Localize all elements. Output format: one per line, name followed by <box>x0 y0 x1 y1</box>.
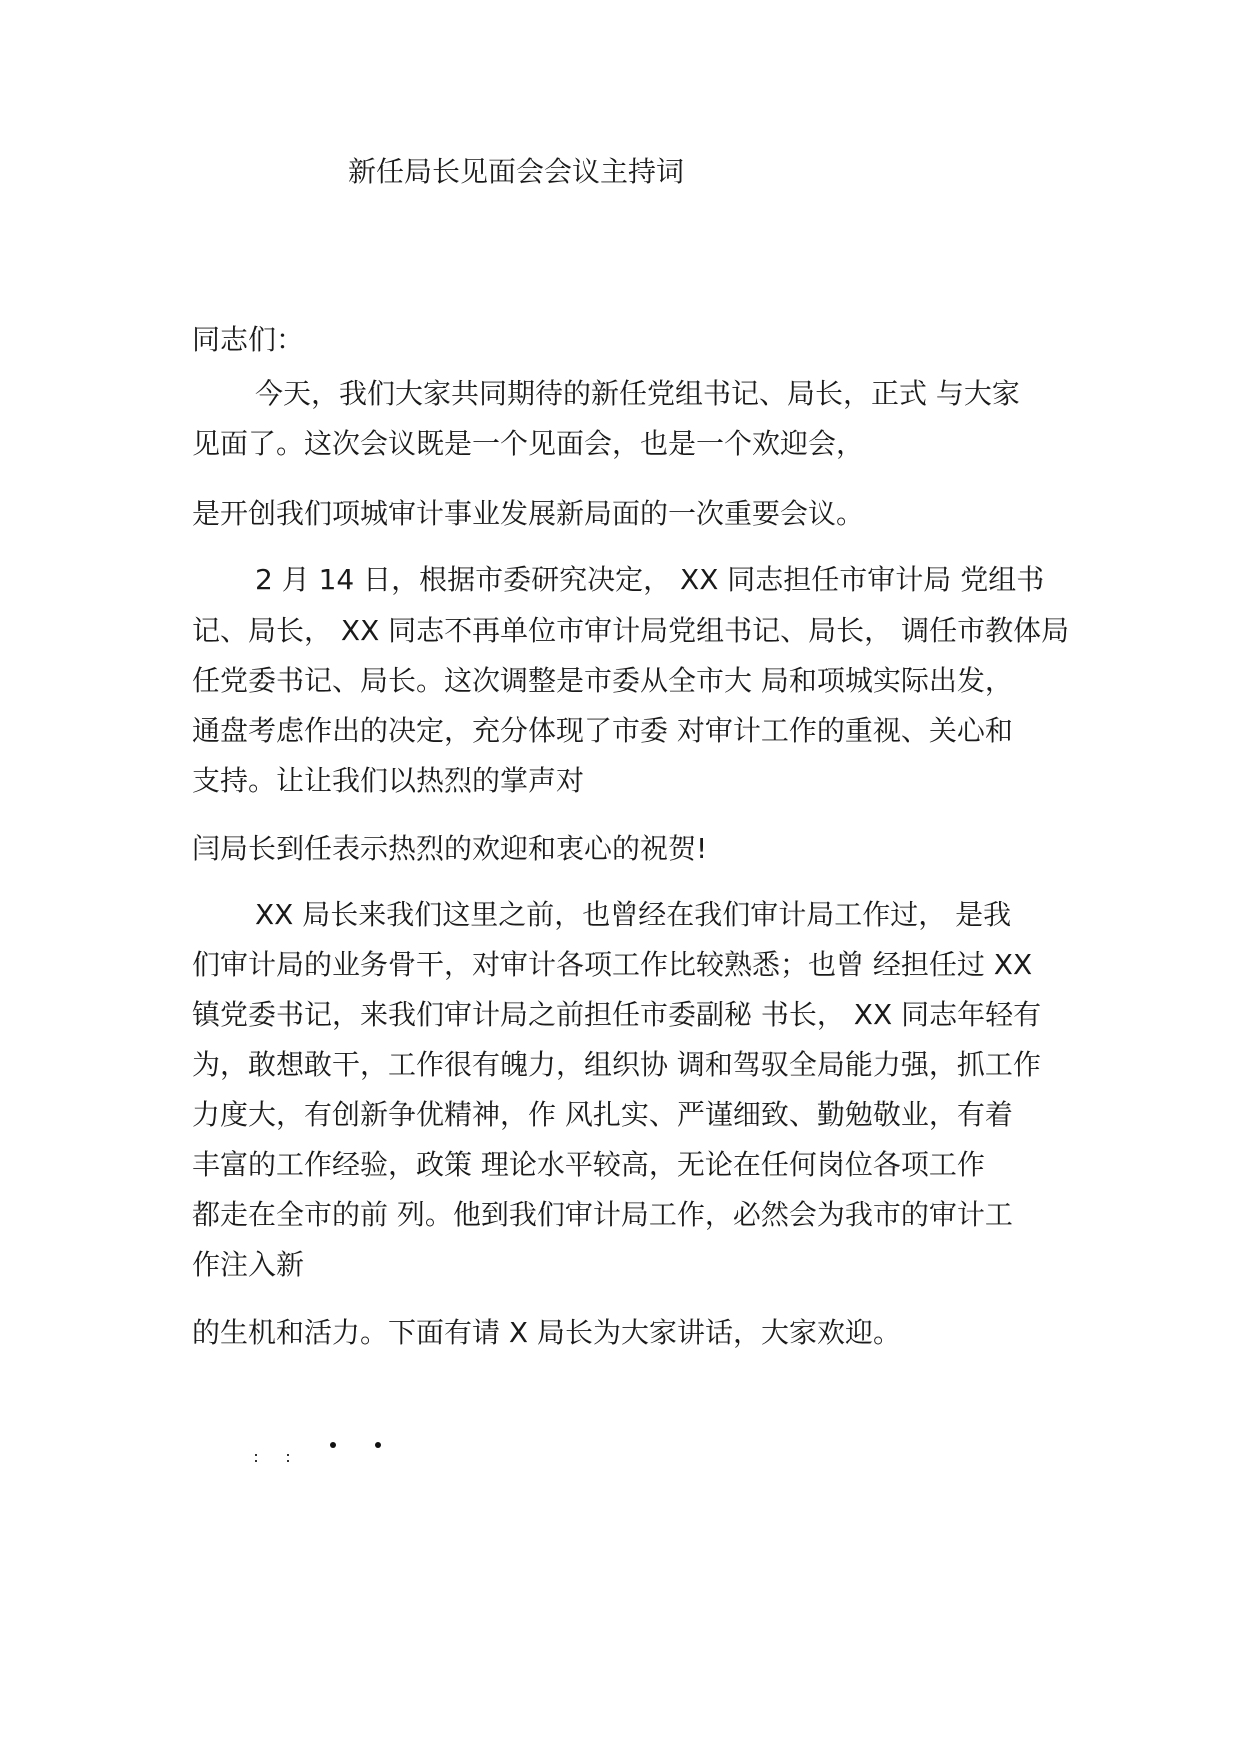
paragraph-line: XX 局长来我们这里之前，也曾经在我们审计局工作过， 是我 <box>255 898 1012 931</box>
dot-mark <box>287 1460 289 1462</box>
paragraph-line: 是开创我们项城审计事业发展新局面的一次重要会议。 <box>192 497 865 530</box>
paragraph-line: 都走在全市的前 列。他到我们审计局工作，必然会为我市的审计工 <box>192 1198 1013 1231</box>
paragraph-line: 丰富的工作经验，政策 理论水平较高，无论在任何岗位各项工作 <box>192 1148 985 1181</box>
dot-mark <box>330 1442 336 1448</box>
paragraph-line: 记、局长， XX 同志不再单位市审计局党组书记、局长， 调任市教体局 <box>192 614 1070 647</box>
paragraph-line: 力度大，有创新争优精神，作 风扎实、严谨细致、勤勉敬业，有着 <box>192 1098 1013 1131</box>
paragraph-line: 镇党委书记，来我们审计局之前担任市委副秘 书长， XX 同志年轻有 <box>192 998 1042 1031</box>
paragraph-line: 为，敢想敢干，工作很有魄力，组织协 调和驾驭全局能力强，抓工作 <box>192 1048 1041 1081</box>
paragraph-line: 任党委书记、局长。这次调整是市委从全市大 局和项城实际出发， <box>192 664 1013 697</box>
dot-mark <box>287 1454 289 1456</box>
paragraph-line: 的生机和活力。下面有请 X 局长为大家讲话，大家欢迎。 <box>192 1316 901 1349</box>
document-title: 新任局长见面会会议主持词 <box>348 155 685 188</box>
paragraph-line: 见面了。这次会议既是一个见面会，也是一个欢迎会， <box>192 427 865 460</box>
paragraph-line: 今天，我们大家共同期待的新任党组书记、局长，正式 与大家 <box>255 377 1020 410</box>
salutation: 同志们： <box>192 323 305 356</box>
decorative-dots <box>255 1440 415 1470</box>
dot-mark <box>255 1460 257 1462</box>
paragraph-line: 2 月 14 日，根据市委研究决定， XX 同志担任市审计局 党组书 <box>255 563 1045 596</box>
paragraph-line: 支持。让让我们以热烈的掌声对 <box>192 764 585 797</box>
paragraph-line: 们审计局的业务骨干，对审计各项工作比较熟悉；也曾 经担任过 XX <box>192 948 1033 981</box>
dot-mark <box>375 1442 381 1448</box>
paragraph-line: 通盘考虑作出的决定，充分体现了市委 对审计工作的重视、关心和 <box>192 714 1013 747</box>
paragraph-line: 闫局长到任表示热烈的欢迎和衷心的祝贺! <box>192 832 708 865</box>
paragraph-line: 作注入新 <box>192 1248 305 1281</box>
dot-mark <box>255 1454 257 1456</box>
